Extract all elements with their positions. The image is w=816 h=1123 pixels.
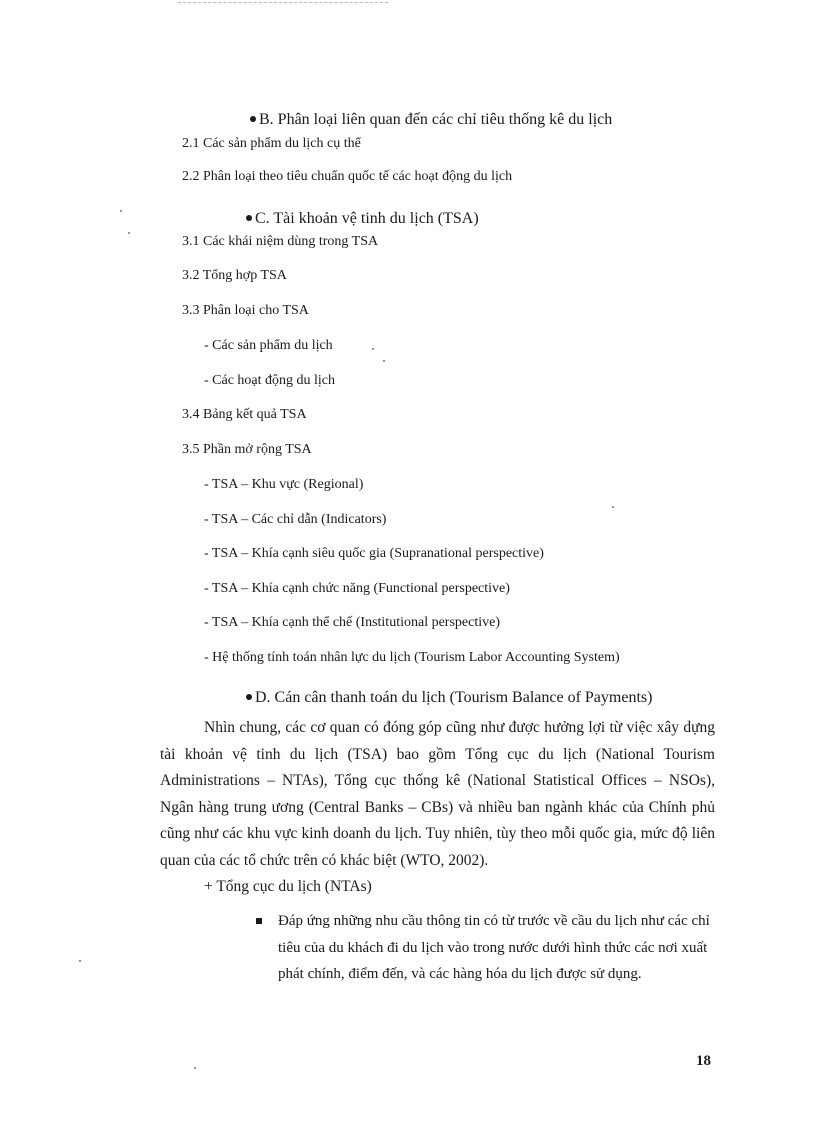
scan-speck [372,348,374,350]
scan-speck [383,360,385,362]
list-item: - Các sản phẩm du lịch [204,338,333,353]
scan-speck [194,1067,196,1069]
list-item: - TSA – Các chỉ dẫn (Indicators) [204,512,387,527]
bullet-icon [246,215,252,221]
section-c-heading: C. Tài khoản vệ tinh du lịch (TSA) [246,209,479,229]
list-item: - TSA – Khía cạnh siêu quốc gia (Supranational perspective) [204,546,544,561]
list-item: - TSA – Khía cạnh chức năng (Functional perspective) [204,581,510,596]
body-paragraph: Nhìn chung, các cơ quan có đóng góp cũng như được hưởng lợi từ việc xây dựng tài khoản vệ tinh du lịch (TSA) bao gồm Tổng cục du lịch (National Tourism Administrations – NTAs), Tổng cục thống kê (National Statistical Offices – NSOs), Ngân hàng trung ương (Central Banks – CBs) và nhiều ban ngành khác của Chính phủ cũng như các khu vực kinh doanh du lịch. Tuy nhiên, tùy theo mỗi quốc gia, mức độ liên quan của các tổ chức trên có khác biệt (WTO, 2002). [160,719,715,869]
scan-speck [612,506,614,508]
scan-speck [120,210,122,212]
list-item: 3.3 Phân loại cho TSA [182,303,309,318]
ntas-bullet-text: Đáp ứng những nhu cầu thông tin có từ trước về cầu du lịch như các chỉ tiêu của du khách đi du lịch vào trong nước dưới hình thức các nơi xuất phát chính, điểm đến, và các hàng hóa du lịch được sử dụng. [278,913,710,982]
list-item: - Các hoạt động du lịch [204,373,336,388]
list-item: 2.2 Phân loại theo tiêu chuẩn quốc tế các hoạt động du lịch [182,169,513,184]
ntas-bullet-item [256,908,720,988]
list-item: - TSA – Khía cạnh thể chế (Institutional perspective) [204,615,500,630]
list-item: 3.4 Bảng kết quả TSA [182,407,307,422]
list-item: - TSA – Khu vực (Regional) [204,477,364,492]
scan-artifact [178,2,388,7]
section-d-heading: D. Cán cân thanh toán du lịch (Tourism Balance of Payments) [246,688,652,708]
scan-speck [79,960,81,962]
list-item: 3.5 Phần mở rộng TSA [182,442,312,457]
square-bullet-icon [256,918,262,924]
ntas-heading: + Tổng cục du lịch (NTAs) [204,878,372,895]
section-b-heading: B. Phân loại liên quan đến các chỉ tiêu thống kê du lịch [250,110,612,130]
list-item: 3.2 Tổng hợp TSA [182,268,287,283]
page-number: 18 [696,1053,711,1069]
list-item: - Hệ thống tính toán nhân lực du lịch (Tourism Labor Accounting System) [204,650,620,665]
scan-speck [128,232,130,234]
list-item: 3.1 Các khái niệm dùng trong TSA [182,234,379,249]
list-item: 2.1 Các sản phẩm du lịch cụ thể [182,136,361,151]
bullet-icon [246,694,252,700]
bullet-icon [250,116,256,122]
